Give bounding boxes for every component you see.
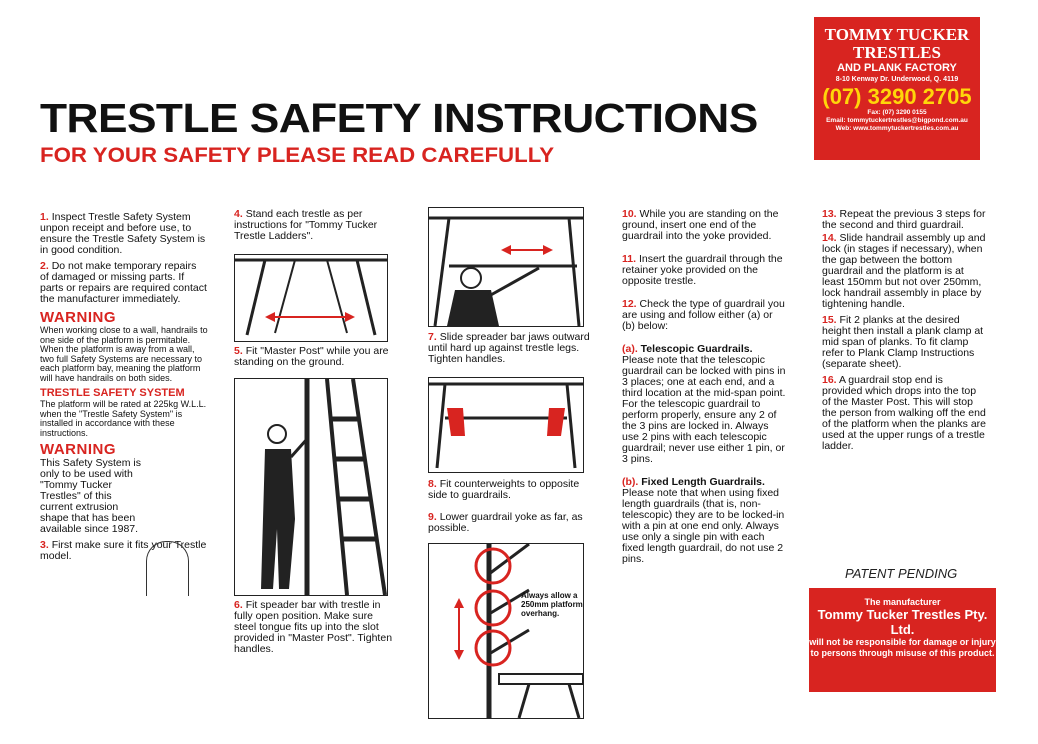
guardrail-yoke-illustration bbox=[429, 544, 583, 718]
step-1-number: 1. bbox=[40, 211, 49, 223]
step-1 bbox=[40, 212, 208, 256]
logo-email: Email: tommytuckertrestles@bigpond.com.au bbox=[826, 117, 968, 124]
step-13-text: Repeat the previous 3 steps for the second and third guardrail. bbox=[822, 208, 986, 231]
company-logo bbox=[814, 17, 980, 160]
column-5 bbox=[822, 209, 986, 457]
logo-line2: TRESTLES bbox=[853, 43, 941, 62]
step-4 bbox=[234, 209, 394, 242]
warning-heading-2: WARNING bbox=[40, 441, 116, 458]
step-9-number: 9. bbox=[428, 511, 437, 523]
step-7-text: Slide spreader bar jaws outward until hard up against trestle legs. Tighten handles. bbox=[428, 331, 590, 365]
master-post-figure bbox=[234, 378, 388, 596]
option-b-text: Please note that when using fixed length guardrails (that is, non-telescopic) they are to be locked-in with a pin at one end only. Always use only a single pin with each fixed length guardrail, do not use 2 pins. bbox=[622, 487, 785, 565]
warning-text-2: This Safety System is only to be used with "Tommy Tucker Trestles" of this current extrusion shape that has been available since 1987. bbox=[40, 457, 141, 535]
extrusion-profile-diagram bbox=[146, 541, 189, 596]
warning-text-1: When working close to a wall, handrails to one side of the platform is permitable. When the platform is away from a wall, two full Safety Systems are necessary to each platform bay, meaning the platform will have handrails on both sides. bbox=[40, 325, 208, 383]
step-3-number: 3. bbox=[40, 539, 49, 551]
option-a bbox=[622, 344, 786, 465]
step-5-number: 5. bbox=[234, 345, 243, 357]
step-7-number: 7. bbox=[428, 331, 437, 343]
option-a-text: Please note that the telescopic guardrail can be locked with pins in 3 places; one at each end, and a third location at the mid-span point. For the telescopic guardrail to perform properly, ensure any 2 of the 3 pins are locked in. Always use 2 pins with each telescopic guardrail; never use either 1 pin, or 3 pins. bbox=[622, 354, 786, 465]
step-12 bbox=[622, 299, 786, 332]
spreader-bar-figure bbox=[428, 207, 584, 327]
step-6 bbox=[234, 600, 394, 655]
step-11 bbox=[622, 254, 786, 287]
logo-line1: TOMMY TUCKER bbox=[824, 25, 970, 44]
overhang-callout: Always allow a 250mm platform overhang. bbox=[521, 591, 583, 618]
step-13 bbox=[822, 209, 986, 231]
step-8-number: 8. bbox=[428, 478, 437, 490]
step-12-number: 12. bbox=[622, 298, 637, 310]
step-1-text: Inspect Trestle Safety System unpon receipt and before use, to ensure the Trestle Safety System is in good condition. bbox=[40, 211, 206, 256]
guardrail-yoke-figure bbox=[428, 543, 584, 719]
step-3-text: First make sure it fits your Trestle model. bbox=[40, 539, 207, 562]
step-14 bbox=[822, 233, 986, 310]
step-14-text: Slide handrail assembly up and lock (in stages if necessary), when the gap between the bottom guardrail and the platform is at least 150mm but not over 250mm, lock handrail assembly in place by tightening handle. bbox=[822, 232, 986, 310]
step-10-text: While you are standing on the ground, insert one end of the guardrail into the yoke provided. bbox=[622, 208, 779, 242]
step-9-text: Lower guardrail yoke as far, as possible. bbox=[428, 511, 583, 534]
step-6-number: 6. bbox=[234, 599, 243, 611]
disclaimer-company: Tommy Tucker Trestles Pty. Ltd. bbox=[817, 607, 988, 637]
option-a-title: Telescopic Guardrails. bbox=[640, 343, 753, 355]
step-11-text: Insert the guardrail through the retainer yoke provided on the opposite trestle. bbox=[622, 253, 783, 287]
step-15-number: 15. bbox=[822, 314, 837, 326]
trestle-spread-illustration bbox=[235, 255, 387, 341]
trestle-spread-figure bbox=[234, 254, 388, 342]
spreader-bar-illustration bbox=[429, 208, 583, 326]
option-b bbox=[622, 477, 786, 565]
spreader-jaws-illustration bbox=[429, 378, 583, 472]
disclaimer-box bbox=[809, 588, 996, 692]
trestle-safety-system-text: The platform will be rated at 225kg W.L.L. when the "Trestle Safety System" is installed in accordance with these instructions. bbox=[40, 399, 207, 438]
step-8-text: Fit counterweights to opposite side to guardrails. bbox=[428, 478, 580, 501]
logo-phone: (07) 3290 2705 bbox=[822, 84, 972, 109]
step-10-number: 10. bbox=[622, 208, 637, 220]
step-4-number: 4. bbox=[234, 208, 243, 220]
step-7 bbox=[428, 332, 590, 365]
step-10 bbox=[622, 209, 786, 242]
master-post-illustration bbox=[235, 379, 387, 595]
step-2-number: 2. bbox=[40, 260, 49, 272]
step-2-text: Do not make temporary repairs of damaged or missing parts. If parts or repairs are required contact the manufacturer immediately. bbox=[40, 260, 207, 305]
step-11-number: 11. bbox=[622, 253, 637, 265]
disclaimer-text: will not be responsible for damage or injury to persons through misuse of this product. bbox=[809, 637, 996, 658]
step-15 bbox=[822, 315, 986, 370]
step-5 bbox=[234, 346, 394, 368]
logo-address: 8-10 Kenway Dr. Underwood, Q. 4119 bbox=[835, 76, 959, 83]
step-2 bbox=[40, 261, 208, 305]
trestle-safety-system-heading: TRESTLE SAFETY SYSTEM bbox=[40, 387, 185, 399]
step-4-text: Stand each trestle as per instructions for "Tommy Tucker Trestle Ladders". bbox=[234, 208, 378, 242]
step-16-text: A guardrail stop end is provided which drops into the top of the Master Post. This will stop the person from walking off the end of the platform when the planks are used at the upper rungs of a trestle ladder. bbox=[822, 374, 987, 452]
column-4 bbox=[622, 209, 786, 570]
step-15-text: Fit 2 planks at the desired height then install a plank clamp at mid span of planks. To fit clamp refer to Plank Clamp Instructions (separate sheet). bbox=[822, 314, 984, 370]
logo-line3: AND PLANK FACTORY bbox=[837, 62, 957, 74]
step-12-text: Check the type of guardrail you are using and follow either (a) or (b) below: bbox=[622, 298, 785, 332]
step-14-number: 14. bbox=[822, 232, 837, 244]
option-b-label: (b). bbox=[622, 476, 639, 488]
option-b-title: Fixed Length Guardrails. bbox=[641, 476, 765, 488]
step-9 bbox=[428, 512, 590, 534]
disclaimer-line1: The manufacturer bbox=[864, 597, 941, 607]
patent-pending-label: PATENT PENDING bbox=[845, 566, 958, 581]
step-8 bbox=[428, 479, 590, 501]
step-16 bbox=[822, 375, 986, 452]
warning-heading-1: WARNING bbox=[40, 309, 116, 326]
column-1 bbox=[40, 212, 208, 567]
page-subtitle: FOR YOUR SAFETY PLEASE READ CAREFULLY bbox=[40, 144, 555, 167]
step-6-text: Fit speader bar with trestle in fully open position. Make sure steel tongue fits up into the slot provided in "Master Post". Tighten handles. bbox=[234, 599, 393, 655]
spreader-jaws-figure bbox=[428, 377, 584, 473]
page-title: TRESTLE SAFETY INSTRUCTIONS bbox=[40, 95, 758, 141]
logo-web: Web: www.tommytuckertrestles.com.au bbox=[835, 125, 959, 132]
logo-fax: Fax: (07) 3290 0155 bbox=[867, 109, 927, 116]
step-13-number: 13. bbox=[822, 208, 837, 220]
option-a-label: (a). bbox=[622, 343, 638, 355]
step-5-text: Fit "Master Post" while you are standing on the ground. bbox=[234, 345, 389, 368]
step-16-number: 16. bbox=[822, 374, 837, 386]
